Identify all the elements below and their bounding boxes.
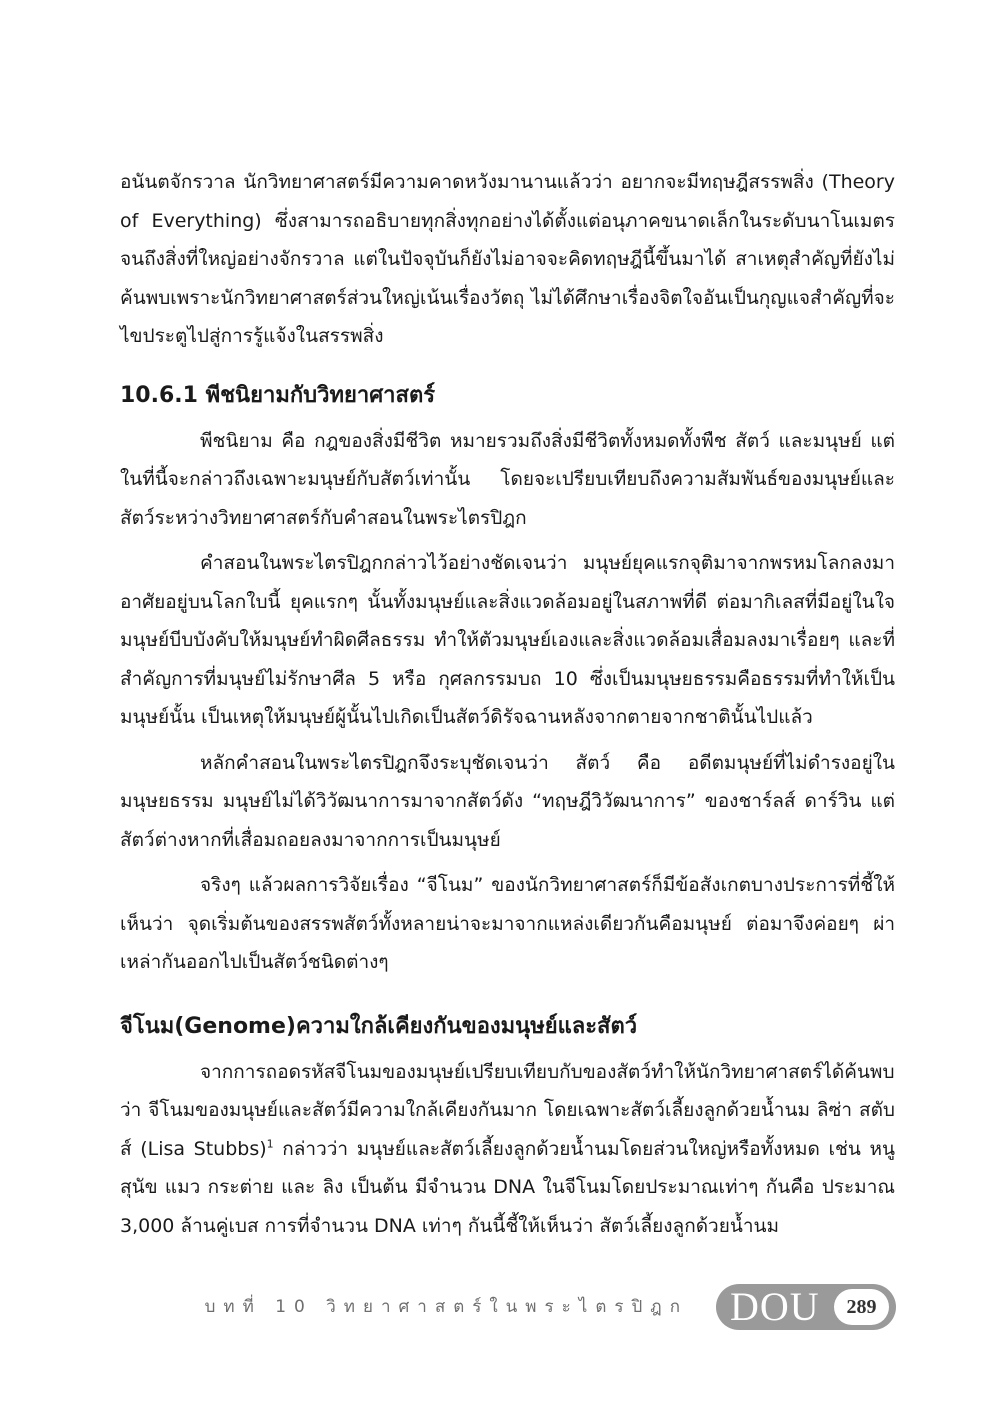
footer-badge [716,1284,896,1330]
page-body [120,163,895,1245]
body-paragraph: จริงๆ แล้วผลการวิจัยเรื่อง “จีโนม” ของนักวิทยาศาสตร์ก็มีข้อสังเกตบางประการที่ชี้ให้เห็นว่า จุดเริ่มต้นของสรรพสัตว์ทั้งหลายน่าจะมาจากแหล่งเดียวกันคือมนุษย์ ต่อมาจึงค่อยๆ ผ่าเหล่ากันออกไปเป็นสัตว์ชนิดต่างๆ [120,874,895,973]
body-paragraph: พีชนิยาม คือ กฎของสิ่งมีชีวิต หมายรวมถึงสิ่งมีชีวิตทั้งหมดทั้งพืช สัตว์ และมนุษย์ แต่ในที่นี้จะกล่าวถึงเฉพาะมนุษย์กับสัตว์เท่านั้น โดยจะเปรียบเทียบถึงความสัมพันธ์ของมนุษย์และสัตว์ระหว่างวิทยาศาสตร์กับคำสอนในพระไตรปิฎก [120,429,895,529]
body-paragraph: คำสอนในพระไตรปิฎกกล่าวไว้อย่างชัดเจนว่า มนุษย์ยุคแรกจุติมาจากพรหมโลกลงมาอาศัยอยู่บนโลกใบนี้ ยุคแรกๆ นั้นทั้งมนุษย์และสิ่งแวดล้อมอยู่ในสภาพที่ดี ต่อมากิเลสที่มีอยู่ในใจมนุษย์บีบบังคับให้มนุษย์ทำผิดศีลธรรม ทำให้ตัวมนุษย์เองและสิ่งแวดล้อมเสื่อมลงมาเรื่อยๆ และที่สำคัญการที่มนุษย์ไม่รักษาศีล 5 หรือ กุศลกรรมบถ 10 ซึ่งเป็นมนุษยธรรมคือธรรมที่ทำให้เป็นมนุษย์นั้น เป็นเหตุให้มนุษย์ผู้นั้นไปเกิดเป็นสัตว์ดิรัจฉานหลังจากตายจากชาตินั้นไปแล้ว [120,552,895,728]
body-paragraph-genome [120,1053,895,1246]
section-heading-phichaniyam: 10.6.1 พีชนิยามกับวิทยาศาสตร์ [120,382,436,408]
intro-paragraph: อนันตจักรวาล นักวิทยาศาสตร์มีความคาดหวังมานานแล้วว่า อยากจะมีทฤษฎีสรรพสิ่ง (Theory of Everything) ซึ่งสามารถอธิบายทุกสิ่งทุกอย่างได้ตั้งแต่อนุภาคขนาดเล็กในระดับนาโนเมตรจนถึงสิ่งที่ใหญ่อย่างจักรวาล แต่ในปัจจุบันก็ยังไม่อาจจะคิดทฤษฎีนี้ขึ้นมาได้ สาเหตุสำคัญที่ยังไม่ค้นพบเพราะนักวิทยาศาสตร์ส่วนใหญ่เน้นเรื่องวัตถุ ไม่ได้ศึกษาเรื่องจิตใจอันเป็นกุญแจสำคัญที่จะไขประตูไปสู่การรู้แจ้งในสรรพสิ่ง [120,171,895,347]
dou-logo: DOU [730,1284,820,1329]
paragraph-text: กล่าวว่า มนุษย์และสัตว์เลี้ยงลูกด้วยน้ำนมโดยส่วนใหญ่หรือทั้งหมด เช่น หนู สุนัข แมว กระต่าย และ ลิง เป็นต้น มีจำนวน DNA ในจีโนมโดยประมาณเท่าๆ กันคือ ประมาณ 3,000 ล้านคู่เบส การที่จำนวน DNA เท่าๆ กันนี้ชี้ให้เห็นว่า สัตว์เลี้ยงลูกด้วยน้ำนม [120,1137,895,1237]
footnote-marker[interactable]: 1 [266,1137,274,1151]
section-heading-genome: จีโนม(Genome)ความใกล้เคียงกันของมนุษย์และสัตว์ [120,1013,638,1039]
page-footer [0,1284,1000,1330]
chapter-title: บทที่ 10 วิทยาศาสตร์ในพระไตรปิฎก [204,1297,688,1317]
paragraph-text: จากการถอดรหัสจีโนมของมนุษย์เปรียบเทียบกับของสัตว์ทำให้นักวิทยาศาสตร์ได้ค้นพบว่า จีโนมของมนุษย์และสัตว์มีความใกล้เคียงกันมาก โดยเฉพาะสัตว์เลี้ยงลูกด้วยน้ำนม ลิซ่า สตับส์ (Lisa Stubbs) [120,1060,895,1160]
page-number: 289 [834,1289,889,1325]
body-paragraph: หลักคำสอนในพระไตรปิฎกจึงระบุชัดเจนว่า สัตว์ คือ อดีตมนุษย์ที่ไม่ดำรงอยู่ในมนุษยธรรม มนุษย์ไม่ได้วิวัฒนาการมาจากสัตว์ดัง “ทฤษฎีวิวัฒนาการ” ของชาร์ลส์ ดาร์วิน แต่สัตว์ต่างหากที่เสื่อมถอยลงมาจากการเป็นมนุษย์ [120,751,895,851]
